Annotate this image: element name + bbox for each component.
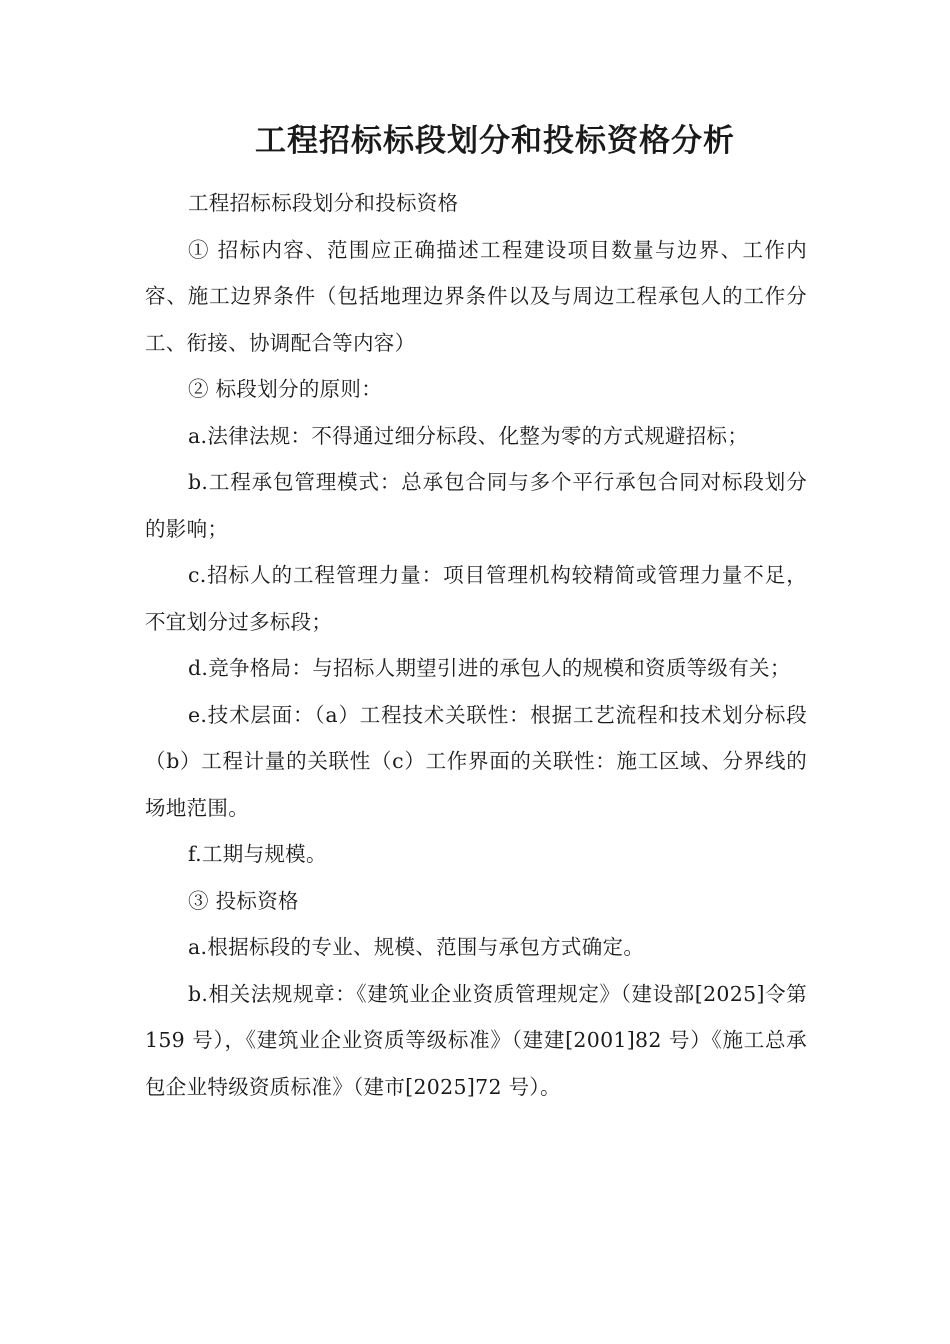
paragraph-qualification-b: b.相关法规规章：《建筑业企业资质管理规定》（建设部[2025]令第 159 号），《建筑业企业资质等级标准》（建建[2001]82 号）《施工总承包企业特级资质标准》（建市[2025]72 号）。 — [145, 981, 807, 1099]
document-body — [145, 180, 807, 1110]
paragraph-principle-e: e.技术层面：（a）工程技术关联性：根据工艺流程和技术划分标段（b）工程计量的关联性（c）工作界面的关联性：施工区域、分界线的场地范围。 — [145, 702, 807, 820]
paragraph-qualification-a: a.根据标段的专业、规模、范围与承包方式确定。 — [188, 935, 645, 959]
paragraph-qualification: ③ 投标资格 — [188, 888, 299, 913]
paragraph-principle-c: c.招标人的工程管理力量：项目管理机构较精简或管理力量不足，不宜划分过多标段； — [145, 563, 807, 634]
paragraph-principle-f: f.工期与规模。 — [188, 842, 327, 866]
paragraph-principle-a: a.法律法规：不得通过细分标段、化整为零的方式规避招标； — [188, 423, 749, 448]
paragraph-principle-d: d.竞争格局：与招标人期望引进的承包人的规模和资质等级有关； — [188, 656, 791, 680]
paragraph-heading: 工程招标标段划分和投标资格 — [188, 191, 459, 215]
paragraph-principles: ② 标段划分的原则： — [188, 377, 383, 401]
document-title: 工程招标标段划分和投标资格分析 — [255, 123, 735, 159]
paragraph-scope: ① 招标内容、范围应正确描述工程建设项目数量与边界、工作内容、施工边界条件（包括地理边界条件以及与周边工程承包人的工作分工、衔接、协调配合等内容） — [145, 237, 807, 355]
paragraph-principle-b: b.工程承包管理模式：总承包合同与多个平行承包合同对标段划分的影响； — [145, 470, 807, 541]
